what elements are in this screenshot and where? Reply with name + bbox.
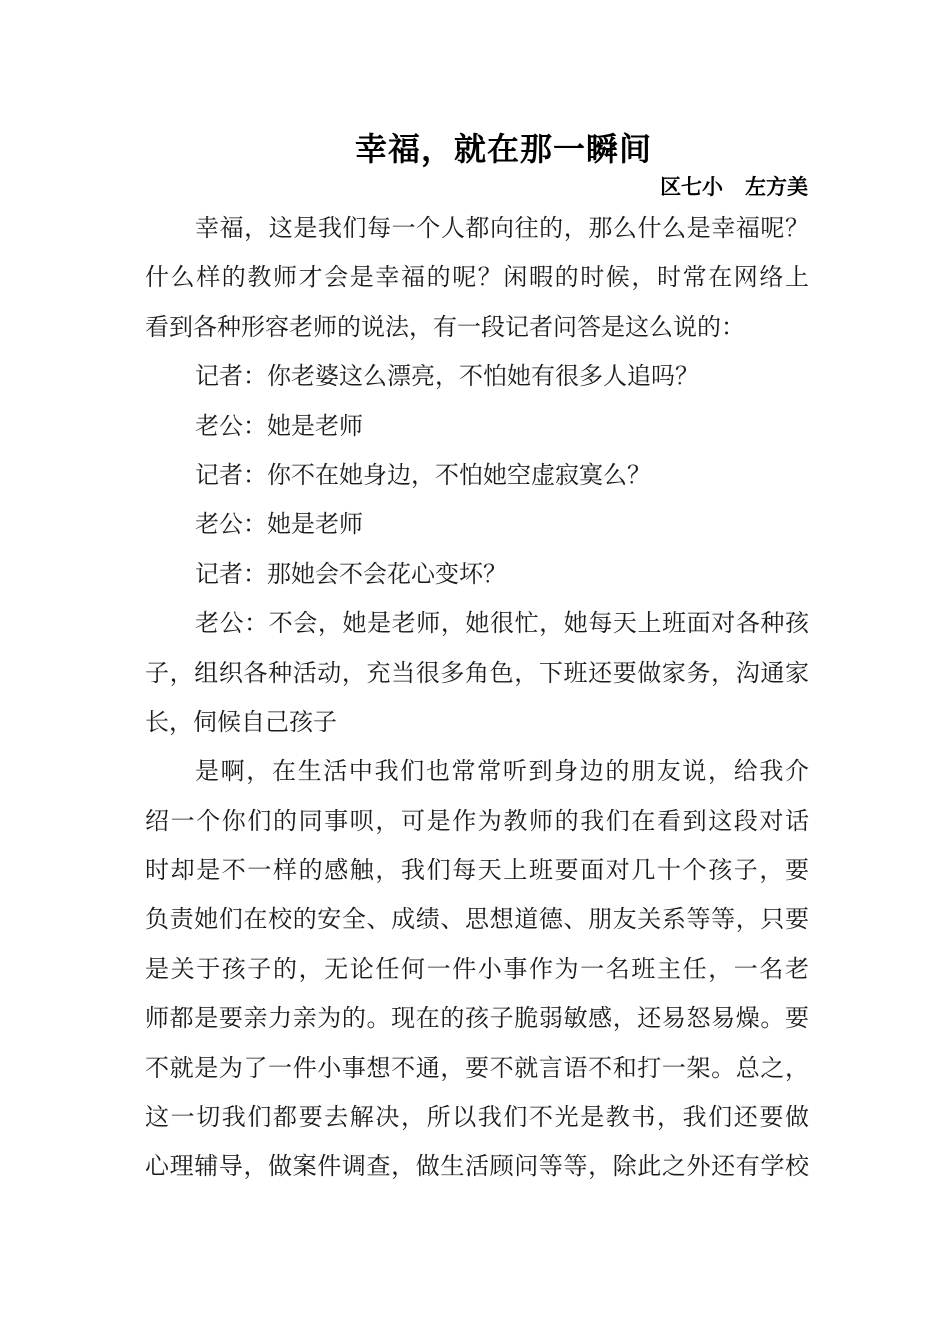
paragraph-line: 心理辅导，做案件调查，做生活顾问等等，除此之外还有学校 bbox=[145, 1152, 809, 1181]
paragraph-line: 这一切我们都要去解决，所以我们不光是教书，我们还要做 bbox=[145, 1103, 809, 1132]
paragraph-line: 记者：那她会不会花心变坏？ bbox=[195, 559, 507, 588]
paragraph-line: 看到各种形容老师的说法，有一段记者问答是这么说的： bbox=[145, 312, 745, 341]
paragraph-line: 记者：你老婆这么漂亮，不怕她有很多人追吗？ bbox=[195, 362, 699, 391]
paragraph-line: 记者：你不在她身边，不怕她空虚寂寞么？ bbox=[195, 460, 651, 489]
paragraph-line: 老公：她是老师 bbox=[195, 411, 363, 440]
paragraph-line: 负责她们在校的安全、成绩、思想道德、朋友关系等等，只要 bbox=[145, 905, 809, 934]
paragraph-line: 子，组织各种活动，充当很多角色，下班还要做家务，沟通家 bbox=[145, 658, 809, 687]
paragraph-line: 时却是不一样的感触，我们每天上班要面对几十个孩子，要 bbox=[145, 856, 809, 885]
paragraph-line: 师都是要亲力亲为的。现在的孩子脆弱敏感，还易怒易燥。要 bbox=[145, 1004, 809, 1033]
paragraph-line: 长，伺候自己孩子 bbox=[145, 707, 337, 736]
body-text bbox=[145, 204, 809, 1192]
document-title: 幸福，就在那一瞬间 bbox=[355, 130, 653, 168]
paragraph-line: 什么样的教师才会是幸福的呢？闲暇的时候，时常在网络上 bbox=[145, 263, 809, 292]
paragraph-line: 是啊，在生活中我们也常常听到身边的朋友说，给我介 bbox=[195, 757, 809, 786]
paragraph-line: 幸福，这是我们每一个人都向往的，那么什么是幸福呢？ bbox=[195, 214, 809, 242]
paragraph-line: 绍一个你们的同事呗，可是作为教师的我们在看到这段对话 bbox=[145, 806, 809, 835]
author-byline: 区七小 左方美 bbox=[660, 174, 808, 199]
paragraph-line: 不就是为了一件小事想不通，要不就言语不和打一架。总之， bbox=[145, 1053, 809, 1082]
paragraph-line: 是关于孩子的，无论任何一件小事作为一名班主任，一名老 bbox=[145, 954, 809, 983]
paragraph-line: 老公：不会，她是老师，她很忙，她每天上班面对各种孩 bbox=[195, 609, 809, 638]
paragraph-line: 老公：她是老师 bbox=[195, 510, 363, 539]
